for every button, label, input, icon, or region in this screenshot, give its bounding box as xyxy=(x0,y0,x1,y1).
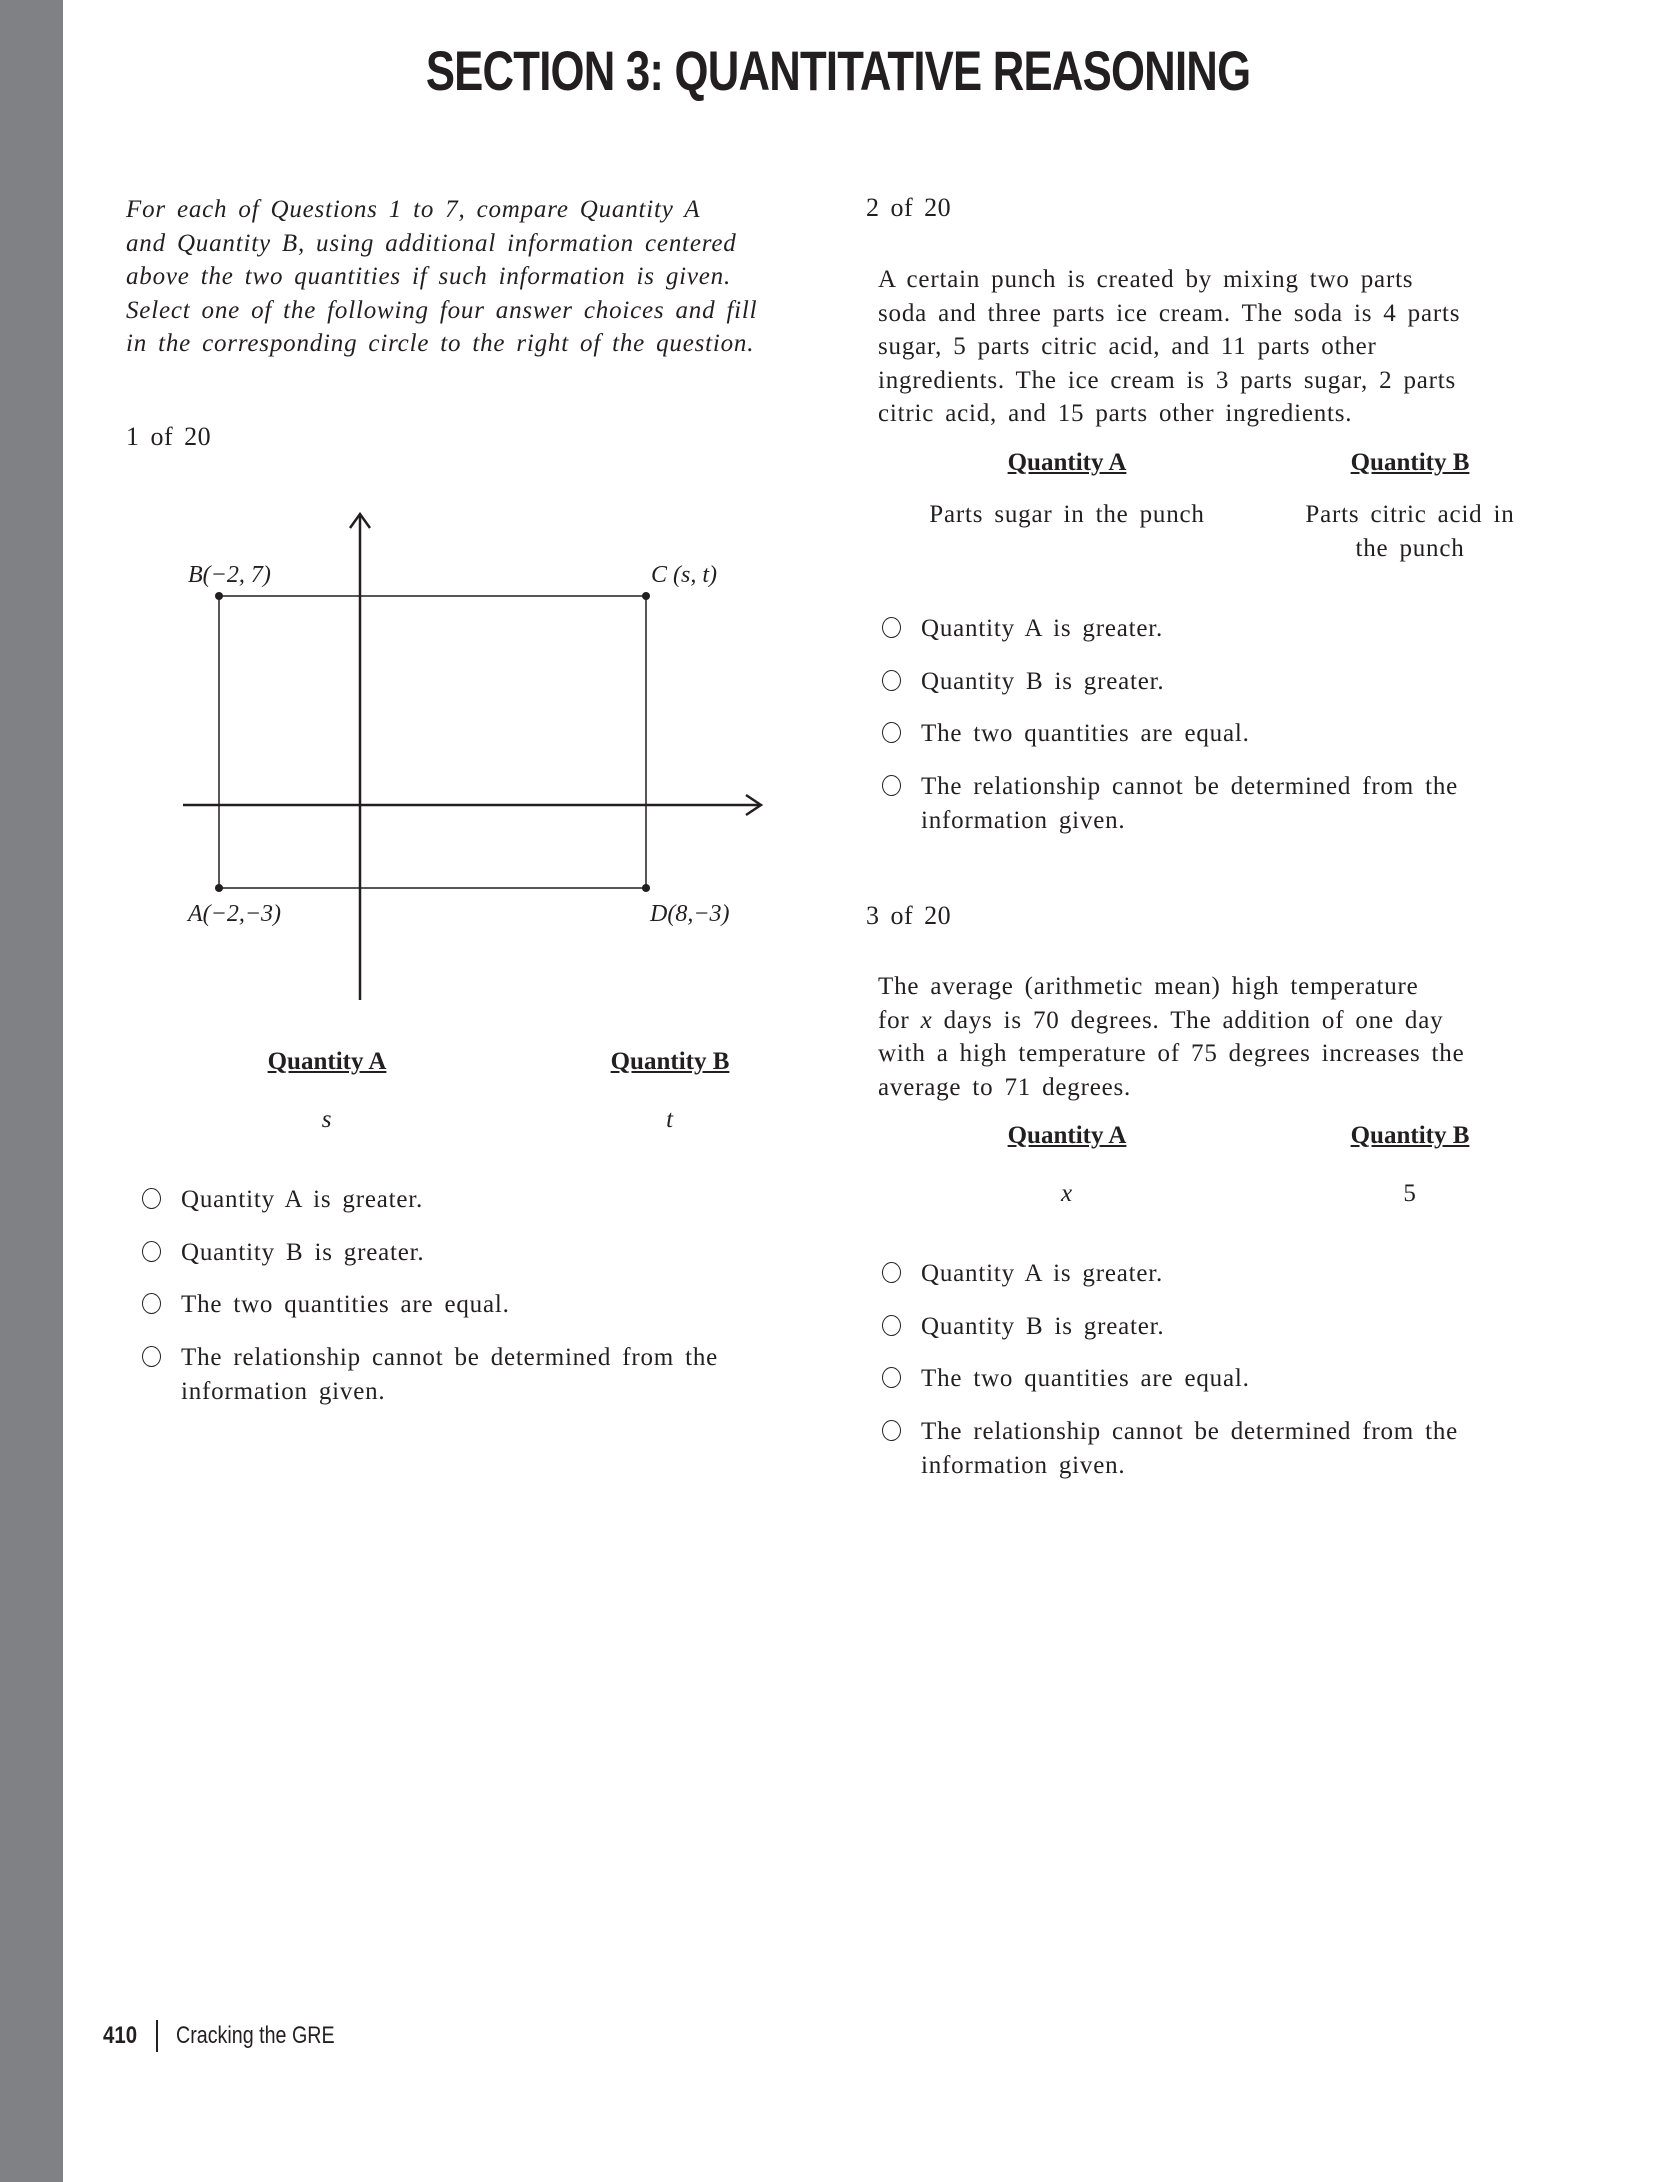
option-label: Quantity B is greater. xyxy=(181,1239,425,1266)
instructions-line: above the two quantities if such information is given. xyxy=(126,263,732,290)
instructions-line: Select one of the following four answer choices and fill xyxy=(126,296,758,324)
question-1-option-a[interactable] xyxy=(142,1183,802,1217)
radio-circle-icon[interactable] xyxy=(882,617,901,638)
instructions-line: and Quantity B, using additional information centered xyxy=(126,229,737,257)
variable-x: x xyxy=(920,1006,933,1034)
question-3-quantity-a-label: Quantity A xyxy=(1007,1122,1127,1149)
instructions-line: in the corresponding circle to the right of the question. xyxy=(126,330,755,357)
page-number: 410 xyxy=(103,2022,138,2049)
option-label: Quantity A is greater. xyxy=(921,615,1164,642)
quantity-b-line: Parts citric acid in xyxy=(1305,501,1515,528)
question-2-option-b[interactable] xyxy=(882,665,1542,699)
option-label-line: The relationship cannot be determined from the xyxy=(921,1418,1459,1445)
option-label-line: information given. xyxy=(921,806,1126,834)
radio-circle-icon[interactable] xyxy=(882,1262,901,1283)
question-text-line: soda and three parts ice cream. The soda is 4 parts xyxy=(878,299,1461,327)
question-2-option-a[interactable] xyxy=(882,612,1542,646)
question-text-line: citric acid, and 15 parts other ingredients. xyxy=(878,400,1353,427)
question-3-option-d[interactable] xyxy=(882,1415,1542,1482)
option-label-line: The relationship cannot be determined from the xyxy=(921,773,1459,800)
label-point-c: C (s, t) xyxy=(651,562,717,588)
option-label xyxy=(921,770,1458,837)
question-3-option-a[interactable] xyxy=(882,1257,1542,1291)
page-footer xyxy=(100,2020,369,2052)
question-2-number: 2 of 20 xyxy=(866,193,952,222)
radio-circle-icon[interactable] xyxy=(882,670,901,691)
question-1-option-c[interactable] xyxy=(142,1288,802,1322)
point-d xyxy=(642,884,650,892)
option-label xyxy=(921,1415,1458,1482)
question-2-quantity-a-label: Quantity A xyxy=(1007,449,1127,476)
radio-circle-icon[interactable] xyxy=(882,1315,901,1336)
radio-circle-icon[interactable] xyxy=(882,1367,901,1388)
question-3-quantity-b-value: 5 xyxy=(1403,1180,1417,1207)
point-c xyxy=(642,592,650,600)
label-point-d: D(8,−3) xyxy=(650,901,730,927)
option-label: The two quantities are equal. xyxy=(921,1365,1250,1392)
question-3-number: 3 of 20 xyxy=(866,901,952,930)
option-label: Quantity B is greater. xyxy=(921,668,1165,695)
question-text-line: with a high temperature of 75 degrees increases the xyxy=(878,1040,1465,1067)
option-label: The two quantities are equal. xyxy=(921,720,1250,747)
question-1-quantity-a-value: s xyxy=(321,1106,333,1133)
radio-circle-icon[interactable] xyxy=(142,1241,161,1262)
question-text-line: average to 71 degrees. xyxy=(878,1073,1132,1101)
radio-circle-icon[interactable] xyxy=(142,1188,161,1209)
question-1-quantity-b-label: Quantity B xyxy=(610,1048,730,1075)
option-label-line: The relationship cannot be determined from the xyxy=(181,1344,719,1371)
option-label: Quantity B is greater. xyxy=(921,1313,1165,1340)
radio-circle-icon[interactable] xyxy=(142,1346,161,1367)
question-text-line: sugar, 5 parts citric acid, and 11 parts other xyxy=(878,333,1377,360)
option-label: Quantity A is greater. xyxy=(921,1260,1164,1287)
question-1-option-b[interactable] xyxy=(142,1236,802,1270)
question-2-quantity-b-label: Quantity B xyxy=(1350,449,1470,476)
question-3-text xyxy=(878,970,1578,1104)
question-2-option-c[interactable] xyxy=(882,717,1542,751)
question-text-line: ingredients. The ice cream is 3 parts sugar, 2 parts xyxy=(878,366,1457,394)
question-1-quantity-b-value: t xyxy=(666,1106,674,1133)
question-3-option-b[interactable] xyxy=(882,1310,1542,1344)
radio-circle-icon[interactable] xyxy=(142,1293,161,1314)
option-label: The two quantities are equal. xyxy=(181,1291,510,1318)
question-3-quantity-a-value: x xyxy=(1061,1180,1073,1207)
question-text-line: The average (arithmetic mean) high temperature xyxy=(878,973,1419,1000)
question-1-option-d[interactable] xyxy=(142,1341,802,1408)
footer-divider xyxy=(156,2020,158,2052)
question-2-text xyxy=(878,263,1578,431)
page-title: SECTION 3: QUANTITATIVE REASONING xyxy=(425,39,1251,102)
question-1-quantity-a-label: Quantity A xyxy=(267,1048,387,1075)
question-2-option-d[interactable] xyxy=(882,770,1542,837)
label-point-a: A(−2,−3) xyxy=(188,901,282,927)
point-a xyxy=(215,884,223,892)
question-2-quantity-b-value xyxy=(1280,498,1540,565)
book-title: Cracking the GRE xyxy=(176,2022,335,2049)
option-label: Quantity A is greater. xyxy=(181,1186,424,1213)
rectangle-abcd xyxy=(219,596,646,888)
question-3-quantity-b-label: Quantity B xyxy=(1350,1122,1470,1149)
question-text-line: for x days is 70 degrees. The addition of one day xyxy=(878,1006,1444,1034)
question-2-quantity-a-value: Parts sugar in the punch xyxy=(929,501,1205,528)
question-1-number: 1 of 20 xyxy=(126,422,212,451)
option-label-line: information given. xyxy=(181,1377,386,1405)
quantity-b-line: the punch xyxy=(1355,534,1465,562)
radio-circle-icon[interactable] xyxy=(882,775,901,796)
instructions-line: For each of Questions 1 to 7, compare Quantity A xyxy=(126,196,701,223)
label-point-b: B(−2, 7) xyxy=(188,562,271,588)
point-b xyxy=(215,592,223,600)
radio-circle-icon[interactable] xyxy=(882,722,901,743)
option-label-line: information given. xyxy=(921,1451,1126,1479)
option-label xyxy=(181,1341,718,1408)
question-3-option-c[interactable] xyxy=(882,1362,1542,1396)
question-text-line: A certain punch is created by mixing two parts xyxy=(878,266,1414,293)
radio-circle-icon[interactable] xyxy=(882,1420,901,1441)
